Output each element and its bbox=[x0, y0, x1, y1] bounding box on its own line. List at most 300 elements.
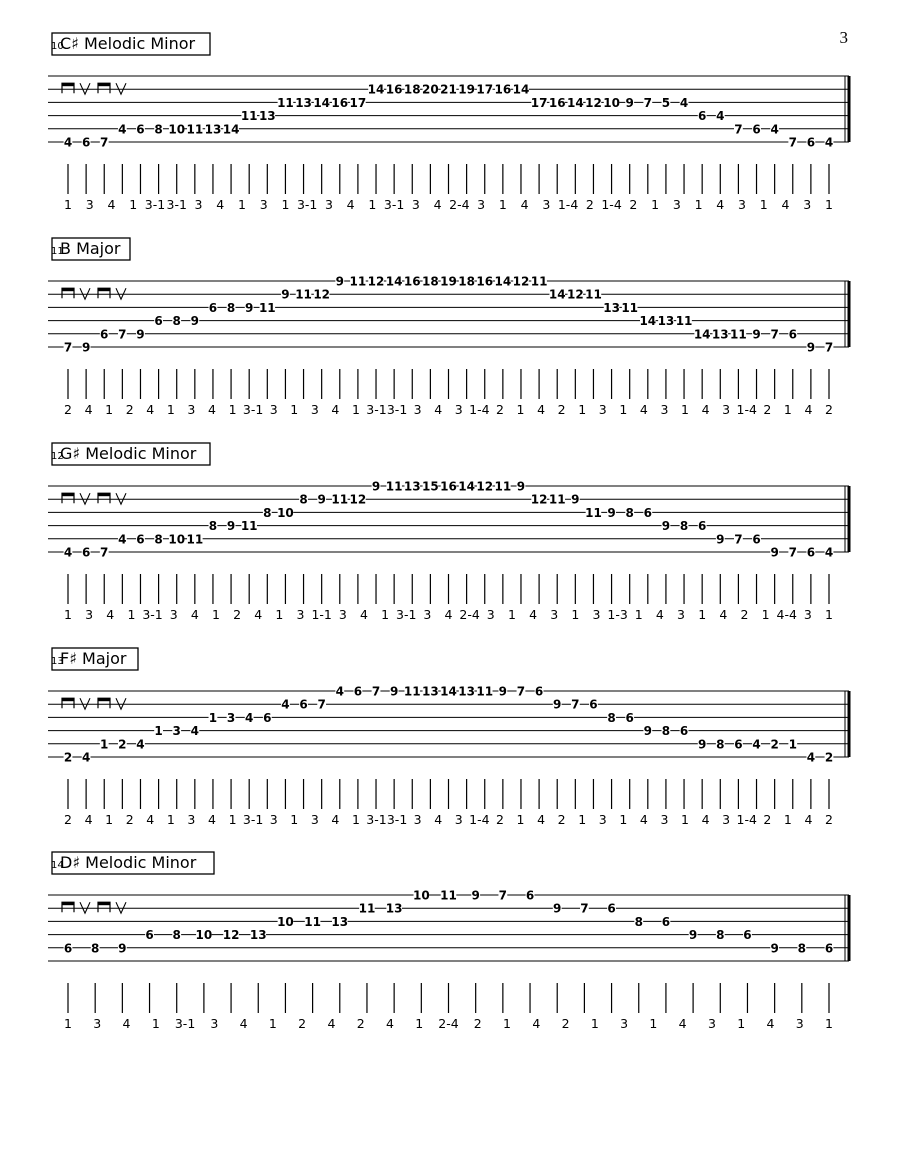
tab-note: 11 bbox=[494, 479, 512, 494]
tab-note: 13 bbox=[249, 928, 267, 943]
tab-note: 11 bbox=[403, 684, 421, 699]
tab-note: 11 bbox=[585, 287, 602, 302]
finger-number: 3 bbox=[187, 812, 196, 827]
tab-note: 11 bbox=[621, 300, 639, 315]
tab-note: 16 bbox=[440, 479, 457, 494]
tab-note: 7 bbox=[770, 327, 779, 342]
tab-note: 14 bbox=[494, 274, 512, 289]
tab-note: 6 bbox=[752, 122, 761, 137]
tab-note: 12 bbox=[349, 492, 367, 507]
finger-number: 3 bbox=[660, 812, 669, 827]
tab-note: 9 bbox=[697, 737, 707, 752]
finger-number: 3 bbox=[672, 197, 681, 212]
finger-number: 4 bbox=[106, 607, 115, 622]
finger-number: 1 bbox=[351, 402, 360, 417]
tab-note: 6 bbox=[263, 710, 272, 725]
finger-number: 1 bbox=[151, 1016, 160, 1031]
tab-note: 17 bbox=[349, 95, 367, 110]
finger-number: 3-1 bbox=[366, 402, 387, 417]
finger-number: 2-4 bbox=[438, 1016, 459, 1031]
finger-number: 2-4 bbox=[459, 607, 480, 622]
finger-number: 1 bbox=[681, 402, 690, 417]
finger-number: 4 bbox=[84, 402, 93, 417]
finger-number: 1 bbox=[503, 1016, 512, 1031]
tab-note: 7 bbox=[580, 901, 589, 916]
tab-note: 11 bbox=[258, 300, 276, 315]
scale-title bbox=[51, 852, 214, 874]
finger-number: 3 bbox=[259, 197, 268, 212]
tab-note: 18 bbox=[458, 274, 475, 289]
tab-note: 9 bbox=[226, 519, 236, 534]
tab-note: 16 bbox=[494, 82, 512, 97]
tab-note: 17 bbox=[530, 95, 548, 110]
finger-number: 3 bbox=[550, 607, 559, 622]
tab-note: 21 bbox=[440, 82, 457, 97]
finger-number: 1 bbox=[127, 607, 136, 622]
tab-notes bbox=[64, 480, 834, 560]
tab-note: 10 bbox=[168, 532, 186, 547]
tab-note: 6 bbox=[353, 684, 363, 699]
tab-note: 13 bbox=[403, 479, 421, 494]
tab-note: 4 bbox=[81, 750, 91, 765]
tab-note: 14 bbox=[313, 95, 331, 110]
finger-number: 3 bbox=[423, 607, 432, 622]
tab-note: 7 bbox=[788, 135, 797, 150]
finger-number: 3-1 bbox=[366, 812, 387, 827]
tab-note: 9 bbox=[498, 684, 508, 699]
finger-number: 3 bbox=[598, 402, 607, 417]
finger-number: 4 bbox=[434, 812, 443, 827]
tab-note: 13 bbox=[711, 327, 729, 342]
finger-number: 1-4 bbox=[557, 197, 579, 212]
tab-note: 4 bbox=[335, 684, 344, 699]
measure-number: 10 bbox=[51, 41, 64, 52]
finger-number: 2 bbox=[825, 402, 833, 417]
tab-note: 9 bbox=[688, 928, 698, 943]
finger-number: 1 bbox=[166, 402, 175, 417]
tab-note: 6 bbox=[299, 697, 308, 712]
finger-number: 4 bbox=[716, 197, 725, 212]
tab-note: 2 bbox=[824, 750, 834, 765]
tab-note: 9 bbox=[752, 327, 761, 342]
tab-note: 19 bbox=[440, 274, 457, 289]
tab-note: 1 bbox=[154, 724, 163, 739]
tab-note: 7 bbox=[100, 545, 109, 560]
finger-number: 1 bbox=[825, 197, 833, 212]
tab-note: 20 bbox=[422, 82, 439, 97]
tab-note: 9 bbox=[335, 274, 344, 289]
downstroke-bar bbox=[62, 698, 74, 701]
finger-number: 3-1 bbox=[242, 812, 264, 827]
tab-note: 4 bbox=[118, 122, 127, 137]
tab-note: 6 bbox=[81, 545, 91, 560]
tab-note: 6 bbox=[824, 941, 834, 956]
finger-number: 1 bbox=[368, 197, 377, 212]
tab-note: 6 bbox=[81, 135, 91, 150]
finger-number: 4 bbox=[719, 607, 728, 622]
finger-number: 2 bbox=[495, 812, 504, 827]
finger-number: 2 bbox=[740, 607, 749, 622]
finger-number: 2 bbox=[557, 812, 566, 827]
finger-number: 1 bbox=[228, 402, 237, 417]
finger-number: 1 bbox=[415, 1016, 424, 1031]
tab-note: 16 bbox=[548, 95, 566, 110]
finger-number: 3-1 bbox=[383, 197, 405, 212]
title-text: C♯ Melodic Minor bbox=[60, 34, 196, 53]
downstroke-bar bbox=[98, 288, 110, 291]
finger-number: 4 bbox=[804, 812, 813, 827]
finger-number: 1 bbox=[737, 1016, 746, 1031]
finger-number: 4 bbox=[122, 1016, 131, 1031]
tab-note: 8 bbox=[607, 710, 616, 725]
downstroke-bar bbox=[98, 83, 110, 86]
tab-note: 4 bbox=[770, 122, 779, 137]
tab-note: 8 bbox=[634, 914, 643, 929]
tab-note: 10 bbox=[168, 122, 186, 137]
finger-number: 3 bbox=[194, 197, 203, 212]
finger-number: 2 bbox=[64, 812, 72, 827]
finger-number: 3 bbox=[187, 402, 196, 417]
tab-note: 9 bbox=[516, 479, 526, 494]
finger-number: 3-1 bbox=[166, 197, 187, 212]
finger-number: 1 bbox=[590, 1016, 599, 1031]
finger-number: 4 bbox=[766, 1016, 775, 1031]
tab-note: 13 bbox=[385, 901, 403, 916]
rhythm-stems bbox=[68, 164, 829, 194]
finger-number: 1 bbox=[381, 607, 390, 622]
tab-note: 10 bbox=[412, 888, 430, 903]
finger-number: 1 bbox=[211, 607, 220, 622]
finger-number: 2 bbox=[125, 402, 134, 417]
tab-note: 8 bbox=[625, 505, 634, 520]
tab-note: 11 bbox=[675, 314, 693, 329]
tab-note: 7 bbox=[371, 684, 381, 699]
finger-number: 1 bbox=[783, 812, 792, 827]
finger-number: 1 bbox=[507, 607, 516, 622]
finger-number: 1 bbox=[649, 1016, 658, 1031]
finger-number: 1 bbox=[578, 402, 587, 417]
tab-note: 14 bbox=[512, 82, 530, 97]
finger-number: 1 bbox=[64, 197, 72, 212]
tab-staff bbox=[48, 33, 849, 212]
finger-number: 4 bbox=[254, 607, 263, 622]
tab-note: 8 bbox=[299, 492, 308, 507]
tab-note: 14 bbox=[693, 327, 711, 342]
tab-note: 9 bbox=[716, 532, 725, 547]
tab-note: 12 bbox=[585, 95, 602, 110]
finger-number: 3-1 bbox=[396, 607, 417, 622]
tab-note: 4 bbox=[824, 545, 834, 560]
finger-number: 3 bbox=[411, 197, 420, 212]
tab-note: 8 bbox=[172, 314, 181, 329]
tab-note: 14 bbox=[385, 274, 403, 289]
tab-note: 7 bbox=[100, 135, 109, 150]
finger-number: 2 bbox=[64, 402, 72, 417]
tab-note: 9 bbox=[190, 314, 200, 329]
tab-note: 2 bbox=[63, 750, 73, 765]
finger-number: 3 bbox=[592, 607, 601, 622]
rhythm-stems bbox=[68, 983, 829, 1013]
tab-note: 1 bbox=[208, 710, 218, 725]
scale-title bbox=[51, 648, 138, 670]
tab-note: 7 bbox=[734, 122, 743, 137]
tab-note: 9 bbox=[661, 519, 671, 534]
finger-number: 1 bbox=[516, 812, 525, 827]
tab-note: 9 bbox=[806, 340, 816, 355]
tab-note: 6 bbox=[734, 737, 743, 752]
finger-number: 4 bbox=[639, 402, 648, 417]
finger-number: 3 bbox=[413, 812, 422, 827]
tab-note: 10 bbox=[603, 95, 620, 110]
tab-note: 9 bbox=[389, 684, 399, 699]
finger-number: 1 bbox=[64, 607, 72, 622]
tab-note: 16 bbox=[331, 95, 349, 110]
finger-number: 3 bbox=[542, 197, 551, 212]
finger-number: 1-4 bbox=[469, 812, 490, 827]
tab-note: 14 bbox=[566, 95, 584, 110]
tab-note: 6 bbox=[625, 710, 634, 725]
tab-note: 7 bbox=[118, 327, 127, 342]
finger-number: 4 bbox=[520, 197, 529, 212]
finger-number: 3 bbox=[620, 1016, 629, 1031]
finger-number: 3 bbox=[85, 197, 94, 212]
tab-note: 8 bbox=[154, 122, 163, 137]
tab-note: 7 bbox=[643, 95, 652, 110]
finger-number: 1 bbox=[129, 197, 138, 212]
tab-note: 6 bbox=[752, 532, 761, 547]
finger-number: 3 bbox=[210, 1016, 219, 1031]
finger-number: 1-4 bbox=[601, 197, 622, 212]
tab-note: 3 bbox=[172, 724, 181, 739]
tab-note: 16 bbox=[476, 274, 494, 289]
finger-number: 1 bbox=[268, 1016, 277, 1031]
finger-number: 4 bbox=[84, 812, 93, 827]
finger-number: 4 bbox=[327, 1016, 336, 1031]
tab-note: 9 bbox=[770, 545, 779, 560]
finger-number: 2 bbox=[233, 607, 242, 622]
finger-number: 3 bbox=[338, 607, 347, 622]
tab-note: 9 bbox=[371, 479, 381, 494]
finger-number: 3-1 bbox=[174, 1016, 196, 1031]
tab-note: 2 bbox=[118, 737, 127, 752]
tab-note: 16 bbox=[385, 82, 403, 97]
finger-number: 3 bbox=[722, 402, 731, 417]
finger-number: 4-4 bbox=[776, 607, 797, 622]
finger-number: 4 bbox=[190, 607, 199, 622]
finger-number: 2 bbox=[557, 402, 566, 417]
tab-note: 8 bbox=[797, 941, 807, 956]
tab-note: 11 bbox=[530, 274, 548, 289]
finger-number: 1 bbox=[694, 197, 703, 212]
tab-note: 4 bbox=[679, 95, 689, 110]
tab-note: 4 bbox=[136, 737, 145, 752]
tab-note: 6 bbox=[806, 545, 816, 560]
finger-number: 3 bbox=[660, 402, 669, 417]
tab-note: 6 bbox=[806, 135, 816, 150]
finger-number: 3 bbox=[477, 197, 486, 212]
finger-number: 1 bbox=[825, 1016, 833, 1031]
finger-number: 2 bbox=[473, 1016, 482, 1031]
tab-note: 4 bbox=[824, 135, 834, 150]
rhythm-stems bbox=[68, 574, 829, 604]
tab-note: 8 bbox=[172, 928, 181, 943]
finger-number: 3 bbox=[707, 1016, 716, 1031]
finger-number: 2 bbox=[125, 812, 134, 827]
tab-note: 6 bbox=[525, 888, 535, 903]
finger-number: 4 bbox=[444, 607, 453, 622]
tab-note: 12 bbox=[512, 274, 530, 289]
finger-number: 1 bbox=[761, 607, 770, 622]
finger-number: 4 bbox=[146, 402, 155, 417]
finger-number: 3 bbox=[795, 1016, 804, 1031]
finger-number: 4 bbox=[655, 607, 664, 622]
finger-number: 3 bbox=[454, 402, 463, 417]
tab-note: 1 bbox=[788, 737, 797, 752]
tab-note: 14 bbox=[458, 479, 475, 494]
finger-number: 3 bbox=[677, 607, 686, 622]
tab-note: 15 bbox=[422, 479, 439, 494]
tab-note: 7 bbox=[734, 532, 743, 547]
finger-number: 3 bbox=[413, 402, 422, 417]
finger-number: 3 bbox=[722, 812, 731, 827]
tab-note: 18 bbox=[403, 82, 421, 97]
tab-note: 7 bbox=[317, 697, 326, 712]
finger-number: 1-4 bbox=[469, 402, 490, 417]
finger-number: 1 bbox=[783, 402, 792, 417]
finger-number: 4 bbox=[434, 402, 443, 417]
tab-note: 11 bbox=[186, 532, 204, 547]
tab-note: 7 bbox=[516, 684, 526, 699]
tab-note: 13 bbox=[295, 95, 312, 110]
tab-note: 6 bbox=[534, 684, 544, 699]
downstroke-bar bbox=[98, 698, 110, 701]
tab-note: 16 bbox=[403, 274, 421, 289]
tab-note: 12 bbox=[476, 479, 494, 494]
tab-note: 11 bbox=[349, 274, 367, 289]
tab-note: 9 bbox=[643, 724, 652, 739]
tab-note: 18 bbox=[422, 274, 439, 289]
tab-note: 9 bbox=[317, 492, 326, 507]
finger-number: 4 bbox=[207, 402, 216, 417]
finger-number: 1 bbox=[759, 197, 768, 212]
tab-note: 8 bbox=[154, 532, 163, 547]
tab-note: 13 bbox=[331, 914, 349, 929]
finger-number: 3-1 bbox=[296, 197, 318, 212]
tab-note: 6 bbox=[697, 519, 707, 534]
tab-note: 11 bbox=[440, 888, 457, 903]
tab-note: 10 bbox=[277, 914, 294, 929]
tab-notes bbox=[64, 685, 834, 765]
finger-number: 3 bbox=[269, 402, 278, 417]
downstroke-bar bbox=[98, 902, 110, 905]
tab-note: 9 bbox=[245, 300, 254, 315]
finger-number: 3 bbox=[310, 402, 319, 417]
tab-note: 9 bbox=[770, 941, 779, 956]
tab-note: 13 bbox=[657, 314, 675, 329]
tab-note: 5 bbox=[661, 95, 671, 110]
measure-number: 11 bbox=[51, 246, 64, 257]
tab-note: 6 bbox=[643, 505, 652, 520]
finger-number: 1 bbox=[619, 812, 628, 827]
finger-number: 1 bbox=[290, 812, 299, 827]
fingering-row bbox=[64, 1016, 833, 1031]
tab-note: 7 bbox=[63, 340, 73, 355]
title-text: G♯ Melodic Minor bbox=[60, 444, 197, 463]
tab-note: 6 bbox=[589, 697, 598, 712]
finger-number: 3 bbox=[269, 812, 278, 827]
finger-number: 3 bbox=[296, 607, 305, 622]
fingering-row bbox=[64, 607, 833, 622]
tab-note: 7 bbox=[824, 340, 834, 355]
finger-number: 4 bbox=[385, 1016, 394, 1031]
tab-note: 14 bbox=[222, 122, 240, 137]
finger-number: 3 bbox=[803, 607, 812, 622]
tab-note: 7 bbox=[498, 888, 508, 903]
finger-number: 4 bbox=[532, 1016, 541, 1031]
scale-title bbox=[51, 443, 210, 465]
finger-number: 4 bbox=[359, 607, 368, 622]
scale-title bbox=[51, 33, 210, 55]
finger-number: 1 bbox=[578, 812, 587, 827]
tab-note: 11 bbox=[730, 327, 747, 342]
finger-number: 3 bbox=[803, 197, 812, 212]
tab-note: 11 bbox=[331, 492, 349, 507]
finger-number: 3-1 bbox=[386, 402, 408, 417]
finger-number: 2 bbox=[763, 812, 772, 827]
scale-title bbox=[51, 238, 130, 260]
finger-number: 3 bbox=[85, 607, 94, 622]
tab-note: 9 bbox=[607, 505, 616, 520]
finger-number: 2 bbox=[298, 1016, 307, 1031]
finger-number: 4 bbox=[678, 1016, 687, 1031]
tab-note: 13 bbox=[458, 684, 475, 699]
tab-note: 17 bbox=[476, 82, 494, 97]
tab-note: 6 bbox=[607, 901, 616, 916]
tab-note: 9 bbox=[571, 492, 580, 507]
finger-number: 2 bbox=[825, 812, 833, 827]
tab-note: 4 bbox=[190, 724, 200, 739]
tab-note: 13 bbox=[204, 122, 222, 137]
tab-note: 1 bbox=[100, 737, 109, 752]
tab-staff bbox=[48, 238, 849, 417]
finger-number: 2 bbox=[356, 1016, 365, 1031]
tab-staff bbox=[48, 852, 849, 1031]
finger-number: 1 bbox=[571, 607, 580, 622]
measure-number: 12 bbox=[51, 451, 64, 462]
finger-number: 3 bbox=[598, 812, 607, 827]
downstroke-bar bbox=[62, 902, 74, 905]
finger-number: 3 bbox=[93, 1016, 102, 1031]
tab-note: 12 bbox=[367, 274, 385, 289]
tab-note: 2 bbox=[770, 737, 779, 752]
tab-note: 11 bbox=[476, 684, 494, 699]
tab-note: 6 bbox=[136, 122, 145, 137]
tab-note: 6 bbox=[63, 941, 73, 956]
finger-number: 1 bbox=[105, 812, 114, 827]
tab-note: 6 bbox=[661, 914, 671, 929]
tab-note: 8 bbox=[661, 724, 671, 739]
finger-number: 4 bbox=[331, 402, 340, 417]
finger-number: 1 bbox=[105, 402, 114, 417]
title-text: B Major bbox=[60, 239, 121, 258]
finger-number: 4 bbox=[529, 607, 538, 622]
tab-note: 11 bbox=[548, 492, 566, 507]
tab-note: 8 bbox=[263, 505, 272, 520]
finger-number: 1 bbox=[290, 402, 299, 417]
tab-note: 14 bbox=[367, 82, 385, 97]
finger-number: 1 bbox=[351, 812, 360, 827]
tab-note: 9 bbox=[553, 697, 562, 712]
